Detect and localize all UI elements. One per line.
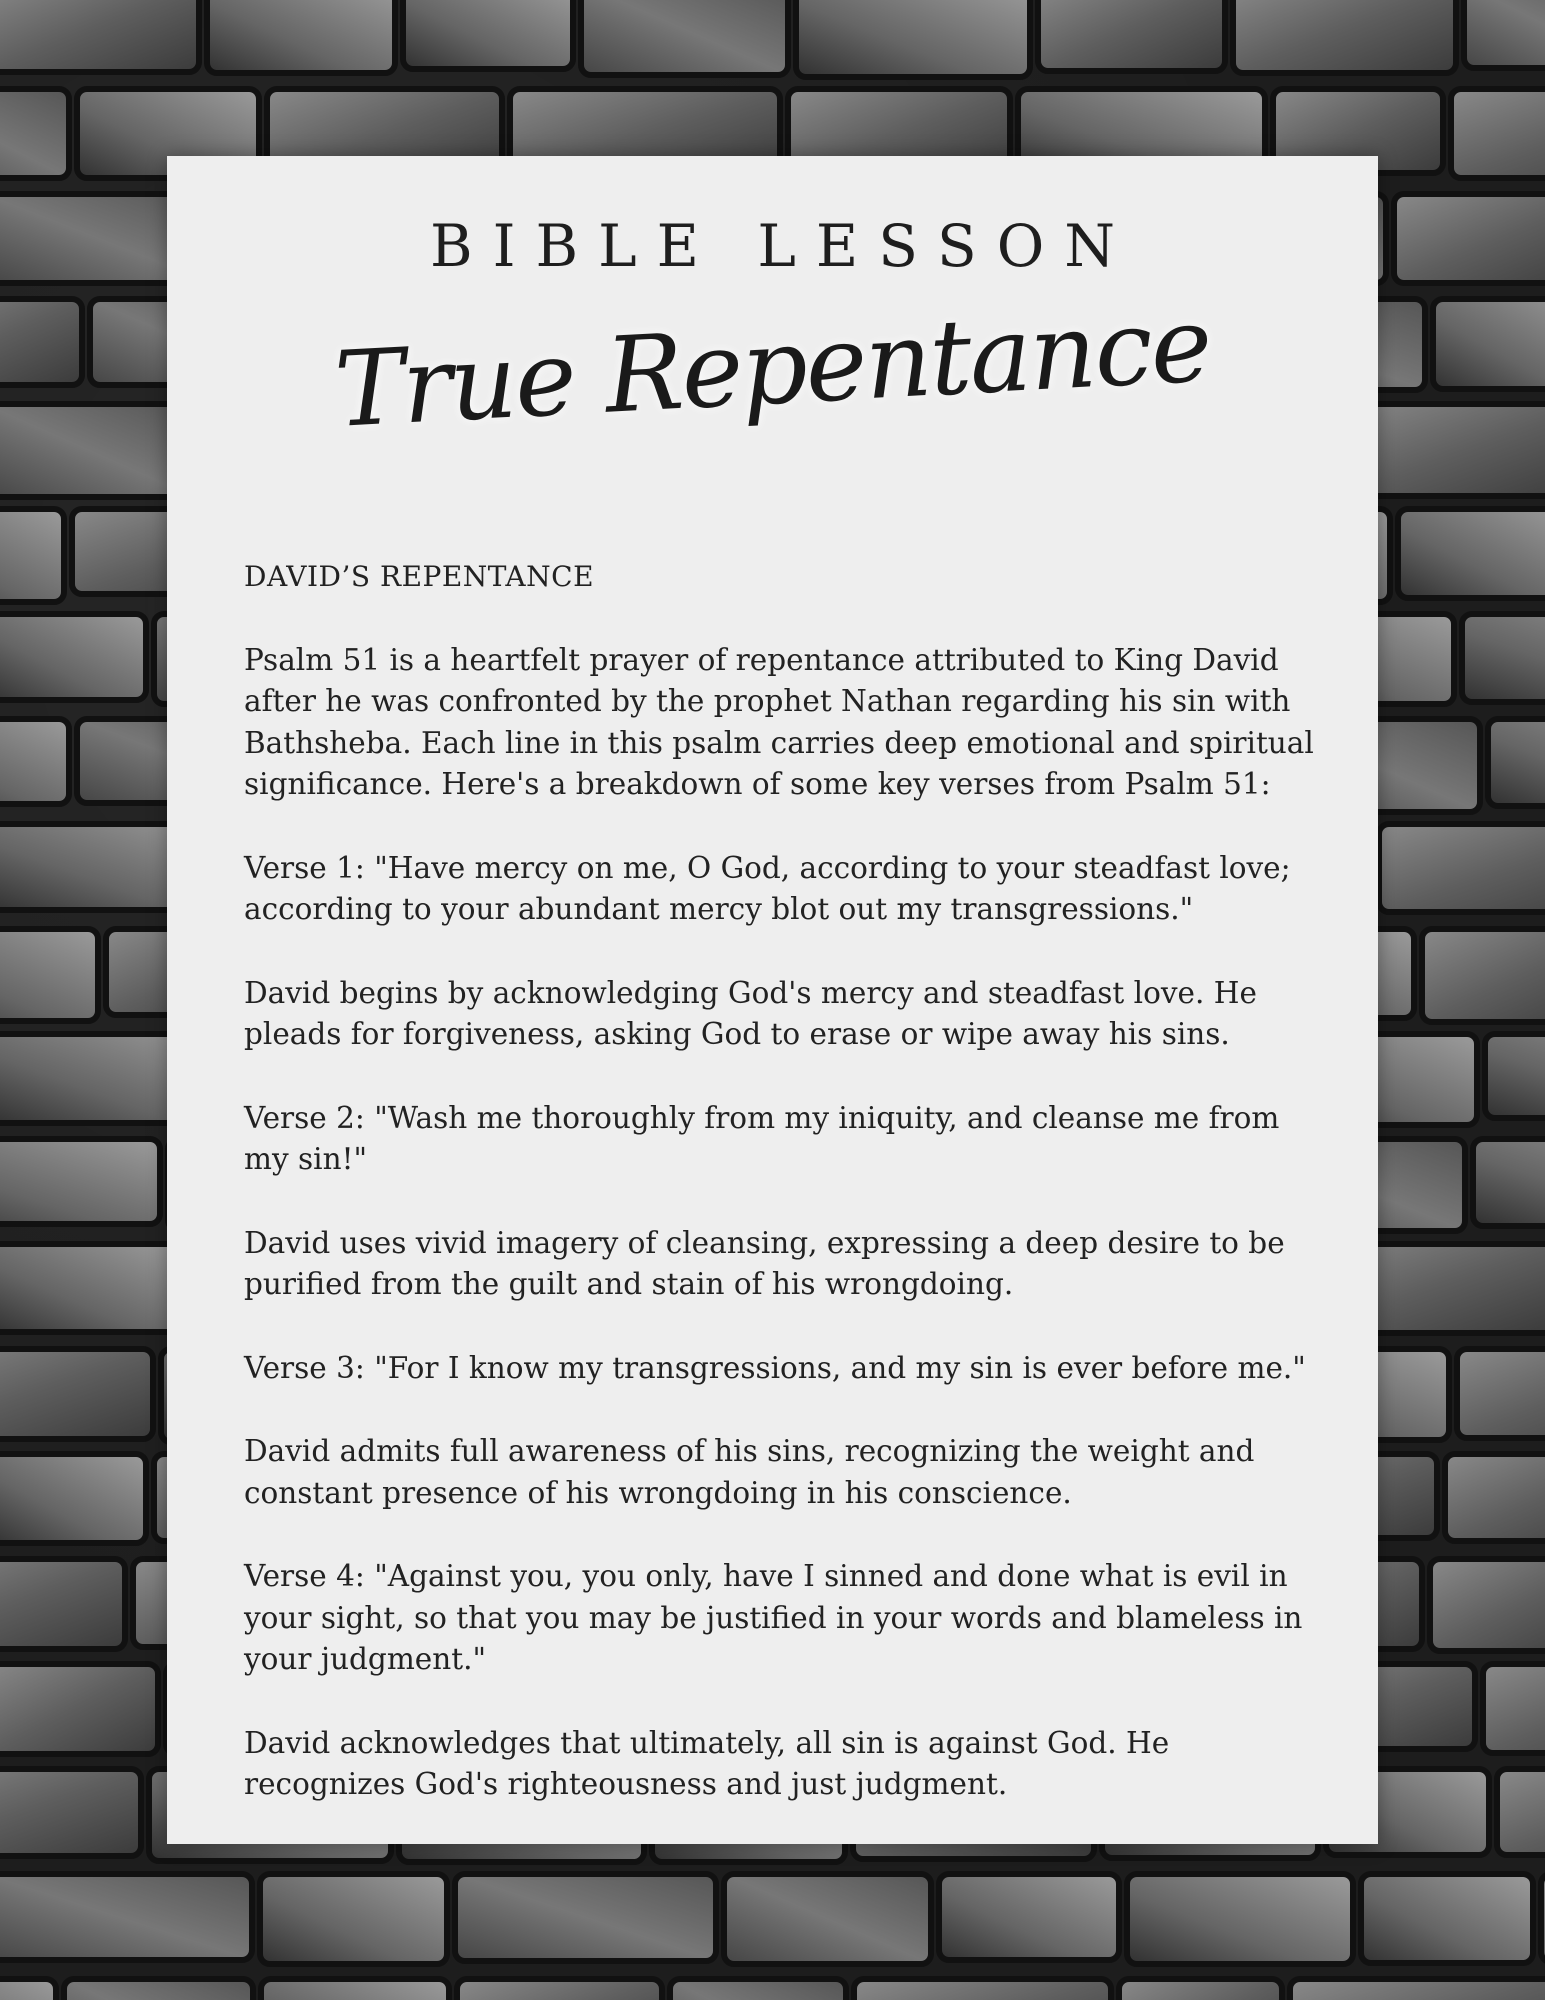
- wall-stone: [1457, 1349, 1545, 1438]
- wall-stone: [796, 0, 1030, 77]
- wall-stone: [581, 0, 788, 75]
- wall-stone: [1430, 1559, 1545, 1651]
- wall-stone: [0, 1244, 182, 1332]
- wall-stone: [670, 1979, 846, 2000]
- wall-stone: [1485, 1034, 1545, 1118]
- wall-stone: [0, 404, 194, 497]
- paragraph-verse-3-commentary: David admits full awareness of his sins, recognizing the weight and constant presence of his wrongdoing in his conscience.: [244, 1434, 1255, 1510]
- wall-stone: [0, 299, 82, 385]
- wall-stone: [457, 1979, 662, 2000]
- wall-stone: [939, 1874, 1119, 1960]
- wall-stone: [455, 1874, 716, 1961]
- wall-stone: [261, 1979, 449, 2000]
- wall-stone: [1422, 929, 1545, 1022]
- wall-stone: [1398, 509, 1545, 598]
- wall-stone: [1119, 1979, 1282, 2000]
- lesson-overline: BIBLE LESSON: [429, 212, 1136, 280]
- wall-stone: [0, 1454, 146, 1543]
- wall-stone: [0, 1559, 125, 1649]
- lesson-title: True Repentance: [331, 283, 1214, 451]
- wall-stone: [1464, 0, 1545, 68]
- wall-stone: [0, 719, 69, 804]
- wall-stone: [0, 1979, 56, 2000]
- wall-stone: [1379, 824, 1545, 912]
- wall-stone: [403, 0, 573, 69]
- paragraph-verse-4: Verse 4: "Against you, you only, have I sinned and done what is evil in your sight, so that you may be justified in your words and blameless in your judgment.": [244, 1559, 1303, 1676]
- paragraph-verse-4-commentary: David acknowledges that ultimately, all sin is against God. He recognizes God's righteousness and just judgment.: [244, 1725, 1170, 1801]
- paragraph-intro: Psalm 51 is a heartfelt prayer of repentance attributed to King David after he was confronted by the prophet Nathan regarding his sin with Bathsheba. Each line in this psalm carries deep emotional and spiritual significance. Here's a breakdown of some key verses from Psalm 51:: [244, 642, 1314, 801]
- wall-stone: [1451, 89, 1545, 178]
- wall-stone: [854, 1979, 1111, 2000]
- wall-stone: [1488, 719, 1545, 806]
- wall-stone: [1290, 1979, 1545, 2000]
- section-label: DAVID’S REPENTANCE: [244, 560, 595, 593]
- wall-stone: [1127, 1874, 1353, 1964]
- paragraph-verse-1-commentary: David begins by acknowledging God's mercy and steadfast love. He pleads for forgiveness, asking God to erase or wipe away his sins.: [244, 975, 1257, 1051]
- wall-stone: [0, 0, 199, 72]
- wall-stone: [0, 1349, 153, 1439]
- wall-stone: [1462, 614, 1545, 702]
- wall-stone: [0, 509, 64, 602]
- wall-stone: [0, 1664, 158, 1754]
- paragraph-verse-2-commentary: David uses vivid imagery of cleansing, expressing a deep desire to be purified from the guilt and stain of his wrongdoing.: [244, 1225, 1285, 1301]
- wall-stone: [1445, 1454, 1545, 1541]
- wall-stone: [1394, 194, 1545, 283]
- wall-stone: [1433, 299, 1545, 389]
- wall-stone: [0, 1874, 252, 1960]
- wall-stone: [0, 614, 146, 700]
- wall-stone: [207, 0, 395, 73]
- wall-stone: [0, 1769, 141, 1856]
- wall-stone: [0, 1139, 160, 1224]
- paragraph-verse-1: Verse 1: "Have mercy on me, O God, according to your steadfast love; according to your abundant mercy blot out my transgressions.": [244, 850, 1291, 926]
- wall-stone: [0, 929, 98, 1021]
- wall-stone: [260, 1874, 447, 1964]
- wall-stone: [1541, 1874, 1545, 1962]
- wall-stone: [724, 1874, 931, 1964]
- lesson-card: [167, 156, 1378, 1844]
- wall-stone: [1497, 1769, 1545, 1855]
- wall-stone: [64, 1979, 253, 2000]
- wall-stone: [0, 89, 69, 178]
- wall-stone: [1233, 0, 1456, 73]
- wall-stone: [1361, 1874, 1533, 1963]
- wall-stone: [1473, 1139, 1545, 1226]
- paragraph-verse-2: Verse 2: "Wash me thoroughly from my iniquity, and cleanse me from my sin!": [244, 1100, 1280, 1176]
- wall-stone: [1038, 0, 1225, 71]
- wall-stone: [1483, 1664, 1545, 1753]
- paragraph-verse-3: Verse 3: "For I know my transgressions, and my sin is ever before me.": [244, 1350, 1306, 1385]
- lesson-body: [244, 556, 1324, 1848]
